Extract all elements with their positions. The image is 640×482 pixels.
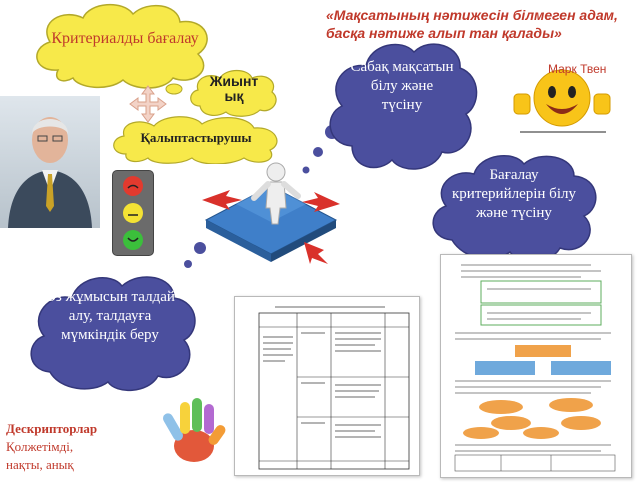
descriptors-line-2: нақты, анық	[6, 457, 74, 472]
criteria-label: Критериалды бағалау	[51, 30, 199, 47]
self-analysis-label: Өз жұмысын талдай алу, талдауға мүмкіндік беру	[45, 289, 175, 343]
flowchart-document	[440, 254, 632, 478]
portrait-photo	[0, 96, 100, 228]
lesson-goal-label: Сабақ мақсатын білу және түсіну	[350, 59, 454, 113]
descriptors-block	[6, 420, 126, 474]
descriptors-line-1: Қолжетімді,	[6, 439, 74, 454]
formative-label: Қалыптастырушы	[140, 130, 252, 145]
criteria-table-document	[234, 296, 420, 476]
counting-hand-icon	[160, 396, 228, 466]
traffic-light	[112, 170, 154, 256]
descriptors-title: Дескрипторлар	[6, 421, 98, 436]
compass-arrows-icon	[128, 84, 168, 124]
summative-label: Жиынтық	[209, 73, 259, 104]
criteria-know-label: Бағалау критерийлерін білу және түсіну	[452, 167, 576, 221]
bubble-trail-2	[170, 240, 210, 280]
quote-text: «Мақсатының нәтижесін білмеген адам, басқа нәтиже алып тан қалады»	[326, 7, 618, 41]
quote-author: Марк Твен	[548, 62, 607, 76]
